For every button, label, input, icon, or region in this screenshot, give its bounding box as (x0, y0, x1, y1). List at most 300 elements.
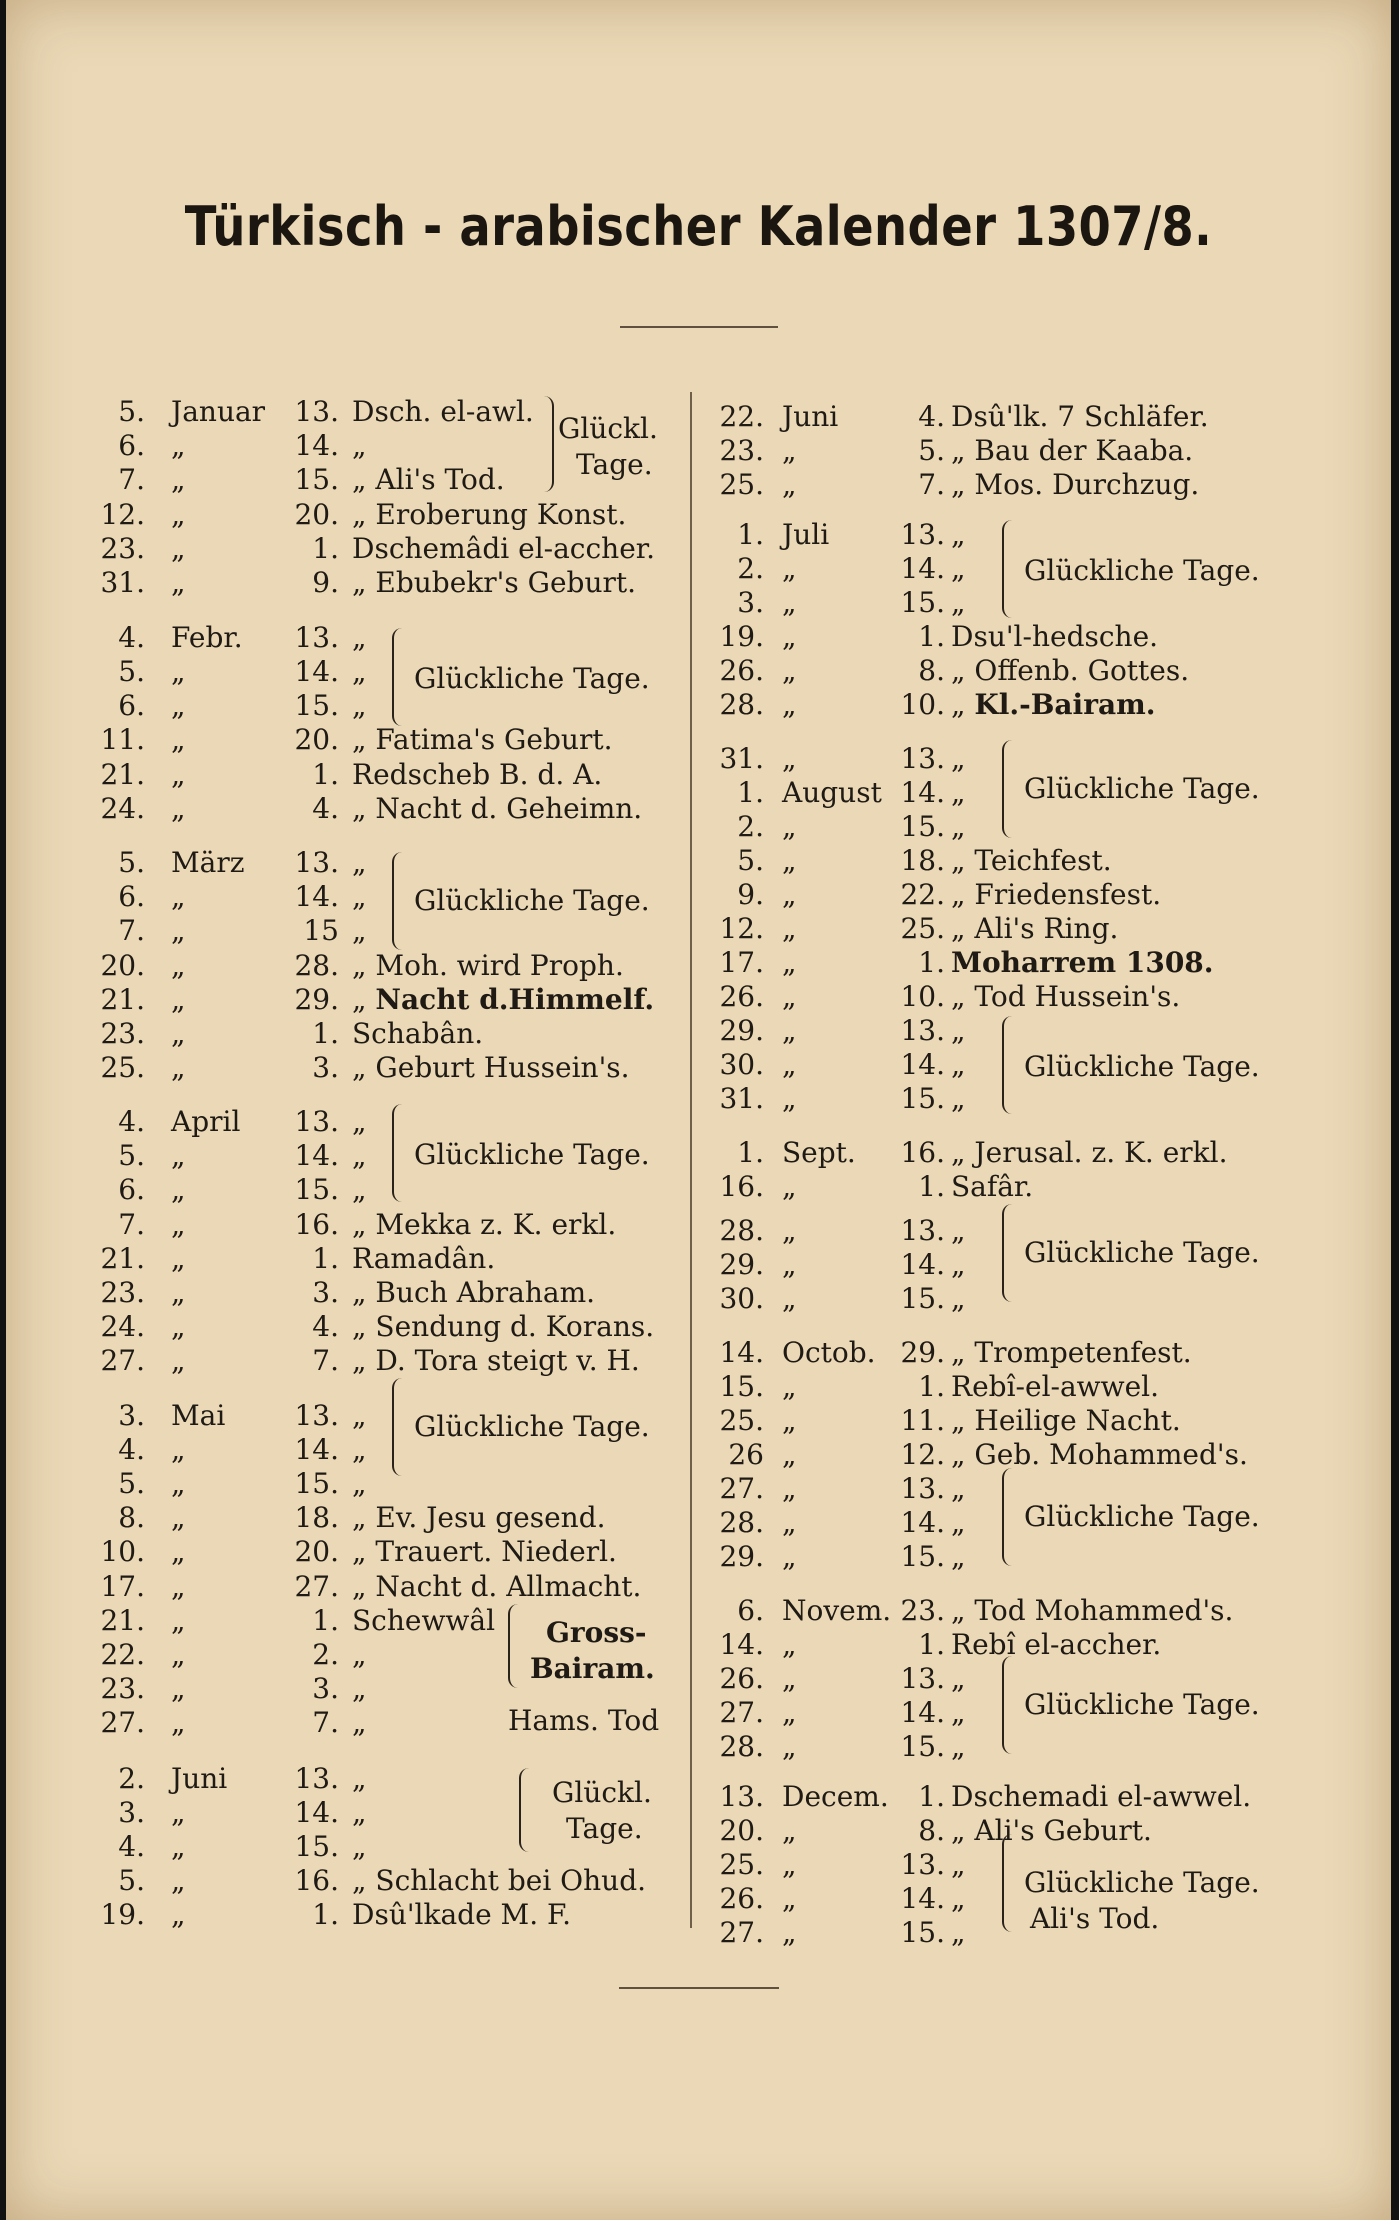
month-name: „ (782, 552, 797, 585)
hijri-day: 15 (303, 914, 339, 947)
month-name: „ (782, 1916, 797, 1949)
month-name: „ (171, 983, 186, 1016)
event-cell (951, 468, 1199, 502)
gregorian-day: 12. (100, 498, 145, 531)
gregorian-day: 28. (719, 688, 764, 721)
brace (1002, 1656, 1012, 1754)
gregorian-day: 6. (118, 689, 145, 722)
event-text: „ Tod Hussein's. (951, 980, 1181, 1013)
event-cell (951, 1540, 966, 1574)
event-text: „ (352, 1796, 367, 1829)
event-text: „ D. Tora steigt v. H. (352, 1344, 640, 1377)
gregorian-day: 27. (719, 1696, 764, 1729)
event-cell (951, 1780, 1251, 1814)
hijri-day: 15. (900, 1730, 945, 1763)
gregorian-day: 15. (719, 1370, 764, 1403)
hijri-day: 14. (900, 1696, 945, 1729)
month-name: „ (782, 810, 797, 843)
month-name: „ (782, 586, 797, 619)
event-text: Dschemâdi el-accher. (352, 532, 655, 565)
gregorian-day: 26. (719, 654, 764, 687)
event-text: Dsu'l-hedsche. (951, 620, 1159, 653)
gregorian-day: 5. (737, 844, 764, 877)
event-cell (951, 552, 966, 586)
month-name: „ (782, 654, 797, 687)
calendar-page (6, 0, 1391, 2220)
gregorian-day: 31. (100, 566, 145, 599)
event-text: „ (352, 1399, 367, 1432)
brace-label: Hams. Tod (508, 1704, 660, 1737)
event-text: „ Nacht d. Allmacht. (352, 1570, 642, 1603)
table-row (6, 620, 1391, 654)
gregorian-day: 6. (118, 429, 145, 462)
hijri-day: 14. (294, 655, 339, 688)
gregorian-day: 21. (100, 983, 145, 1016)
month-name: „ (782, 1696, 797, 1729)
month-name: „ (782, 1048, 797, 1081)
table-row (6, 434, 1391, 468)
event-text: „ Mekka z. K. erkl. (352, 1208, 617, 1241)
event-text: „ Friedensfest. (951, 878, 1162, 911)
brace-label: Glückliche Tage. (1024, 1866, 1260, 1899)
gregorian-day: 3. (118, 1796, 145, 1829)
hijri-day: 14. (900, 1048, 945, 1081)
table-row (6, 946, 1391, 980)
month-name: „ (171, 1864, 186, 1897)
gregorian-day: 2. (737, 552, 764, 585)
event-text: „ (951, 1472, 966, 1505)
event-cell (951, 1082, 966, 1116)
gregorian-day: 26 (728, 1438, 764, 1471)
event-text: „ (951, 1014, 966, 1047)
month-name: „ (171, 758, 186, 791)
month-name: „ (782, 1438, 797, 1471)
month-name: „ (782, 1730, 797, 1763)
gregorian-day: 22. (100, 1638, 145, 1671)
brace (392, 852, 402, 950)
month-name: „ (171, 1208, 186, 1241)
hijri-day: 16. (294, 1208, 339, 1241)
hijri-day: 13. (294, 846, 339, 879)
month-name: „ (171, 1501, 186, 1534)
event-text: Dschemadi el-awwel. (951, 1780, 1252, 1813)
month-name: Mai (171, 1399, 226, 1432)
table-row (6, 400, 1391, 434)
event-text: Dsch. el-awl. (352, 395, 534, 428)
brace-label: Glückl. (558, 412, 658, 445)
event-cell (951, 1014, 966, 1048)
event-text: „ Teichfest. (951, 844, 1112, 877)
month-name: „ (782, 878, 797, 911)
hijri-day: 5. (918, 434, 945, 467)
event-cell (951, 1370, 1159, 1404)
event-cell (951, 1730, 966, 1764)
hijri-day: 14. (294, 1433, 339, 1466)
event-text: „ (352, 1139, 367, 1172)
hijri-day: 10. (900, 688, 945, 721)
month-name: Febr. (171, 621, 243, 654)
brace-label: Tage. (566, 1812, 643, 1845)
hijri-day: 15. (900, 586, 945, 619)
event-text: „ (951, 1730, 966, 1763)
event-text: „ (951, 810, 966, 843)
hijri-day: 4. (918, 400, 945, 433)
brace (508, 1604, 518, 1688)
hijri-day: 2. (312, 1638, 339, 1671)
gregorian-day: 25. (719, 468, 764, 501)
event-text: „ (951, 1214, 966, 1247)
gregorian-day: 27. (719, 1916, 764, 1949)
gregorian-day: 23. (100, 532, 145, 565)
table-row (6, 912, 1391, 946)
hijri-day: 13. (294, 395, 339, 428)
brace (544, 396, 554, 492)
table-row (6, 878, 1391, 912)
event-text: „ (951, 776, 966, 809)
table-row (6, 518, 1391, 552)
event-text: Schabân. (352, 1017, 484, 1050)
event-text: „ (951, 1848, 966, 1881)
event-cell (951, 1438, 1248, 1472)
gregorian-day: 31. (719, 1082, 764, 1115)
gregorian-day: 6. (118, 1173, 145, 1206)
gregorian-day: 27. (100, 1706, 145, 1739)
hijri-day: 4. (312, 1310, 339, 1343)
event-text: „ (352, 914, 367, 947)
event-text-bold: Moharrem 1308. (951, 946, 1214, 979)
gregorian-day: 5. (118, 655, 145, 688)
month-name: „ (782, 844, 797, 877)
event-text: „ (951, 1282, 966, 1315)
gregorian-day: 29. (719, 1540, 764, 1573)
gregorian-day: 5. (118, 1467, 145, 1500)
brace (1002, 520, 1012, 618)
gregorian-day: 14. (719, 1336, 764, 1369)
event-text: „ Heilige Nacht. (951, 1404, 1181, 1437)
event-text: „ (352, 1173, 367, 1206)
month-name: „ (782, 946, 797, 979)
month-name: „ (782, 912, 797, 945)
event-cell (951, 434, 1193, 468)
month-name: „ (782, 1506, 797, 1539)
hijri-day: 13. (900, 518, 945, 551)
gregorian-day: 31. (719, 742, 764, 775)
hijri-day: 15. (294, 1467, 339, 1500)
hijri-day: 14. (294, 429, 339, 462)
event-text: „ Buch Abraham. (352, 1276, 596, 1309)
brace-label: Tage. (576, 448, 653, 481)
brace-label: Glückliche Tage. (1024, 1050, 1260, 1083)
gregorian-day: 23. (100, 1017, 145, 1050)
brace-label: Glückliche Tage. (1024, 554, 1260, 587)
hijri-day: 7. (312, 1706, 339, 1739)
gregorian-day: 1. (737, 776, 764, 809)
event-text: Rebî-el-awwel. (951, 1370, 1160, 1403)
month-name: „ (782, 1404, 797, 1437)
brace-label: Gross- (546, 1616, 647, 1649)
event-text: „ Bau der Kaaba. (951, 434, 1194, 467)
gregorian-day: 19. (719, 620, 764, 653)
gregorian-day: 24. (100, 792, 145, 825)
table-row (6, 654, 1391, 688)
event-text: „ Ali's Ring. (951, 912, 1119, 945)
event-text: Ramadân. (352, 1242, 496, 1275)
month-name: „ (782, 468, 797, 501)
hijri-day: 1. (312, 758, 339, 791)
hijri-day: 7. (312, 1344, 339, 1377)
gregorian-day: 20. (719, 1814, 764, 1847)
event-cell (951, 1214, 966, 1248)
hijri-day: 23. (900, 1594, 945, 1627)
event-text: „ (951, 1540, 966, 1573)
event-text: Dsû'lk. 7 Schläfer. (951, 400, 1209, 433)
event-cell (951, 1048, 966, 1082)
hijri-day: 15. (900, 1916, 945, 1949)
event-text: „ (352, 1830, 367, 1863)
hijri-day: 14. (900, 552, 945, 585)
hijri-day: 1. (918, 1370, 945, 1403)
hijri-day: 14. (900, 1506, 945, 1539)
hijri-day: 13. (900, 1848, 945, 1881)
hijri-day: 28. (294, 949, 339, 982)
gregorian-day: 27. (719, 1472, 764, 1505)
brace (1002, 1016, 1012, 1114)
brace (392, 1104, 402, 1202)
gregorian-day: 1. (737, 1136, 764, 1169)
event-cell (951, 810, 966, 844)
table-row (6, 742, 1391, 776)
hijri-day: 13. (900, 1662, 945, 1695)
table-row (6, 1136, 1391, 1170)
event-cell (951, 1136, 1228, 1170)
event-text: „ (951, 1916, 966, 1949)
event-text: „ (951, 1048, 966, 1081)
month-name: „ (171, 1570, 186, 1603)
event-cell (951, 1472, 966, 1506)
event-text: „ (352, 1433, 367, 1466)
hijri-day: 18. (294, 1501, 339, 1534)
month-name: Octob. (782, 1336, 876, 1369)
table-row (6, 1282, 1391, 1316)
event-cell (951, 518, 966, 552)
event-text: „ Ali's Tod. (352, 463, 505, 496)
top-rule (620, 326, 778, 328)
gregorian-day: 4. (118, 1105, 145, 1138)
brace-label: Bairam. (530, 1652, 655, 1685)
month-name: „ (171, 1139, 186, 1172)
month-name: „ (171, 1604, 186, 1637)
event-cell (951, 1916, 966, 1950)
month-name: „ (171, 1467, 186, 1500)
month-name: „ (171, 880, 186, 913)
event-text: „ (352, 655, 367, 688)
hijri-day: 8. (918, 1814, 945, 1847)
month-name: „ (171, 949, 186, 982)
month-name: „ (782, 1370, 797, 1403)
gregorian-day: 6. (737, 1594, 764, 1627)
month-name: „ (171, 1796, 186, 1829)
table-row (6, 1404, 1391, 1438)
event-text: „ (951, 586, 966, 619)
gregorian-day: 23. (100, 1276, 145, 1309)
event-text: Safâr. (951, 1170, 1034, 1203)
event-text: „ Offenb. Gottes. (951, 654, 1190, 687)
month-name: „ (782, 1170, 797, 1203)
brace-label: Glückliche Tage. (1024, 1688, 1260, 1721)
hijri-day: 15. (900, 810, 945, 843)
gregorian-day: 24. (100, 1310, 145, 1343)
gregorian-day: 28. (719, 1214, 764, 1247)
gregorian-day: 11. (100, 723, 145, 756)
gregorian-day: 9. (737, 878, 764, 911)
gregorian-day: 21. (100, 1604, 145, 1637)
brace (1002, 740, 1012, 838)
month-name: „ (782, 1214, 797, 1247)
event-text: „ Eroberung Konst. (352, 498, 627, 531)
month-name: „ (782, 1540, 797, 1573)
month-name: „ (171, 1433, 186, 1466)
month-name: Decem. (782, 1780, 889, 1813)
hijri-day: 15. (294, 1173, 339, 1206)
gregorian-day: 10. (100, 1535, 145, 1568)
event-text-bold: Nacht d.Himmelf. (375, 983, 655, 1016)
event-cell (951, 1170, 1033, 1204)
month-name: „ (171, 689, 186, 722)
table-row (6, 1628, 1391, 1662)
event-text: „ (951, 688, 975, 721)
month-name: „ (171, 914, 186, 947)
gregorian-day: 30. (719, 1048, 764, 1081)
event-text: „ Schlacht bei Ohud. (352, 1864, 647, 1897)
event-text: „ (352, 846, 367, 879)
gregorian-day: 4. (118, 1830, 145, 1863)
event-text: „ (951, 1506, 966, 1539)
hijri-day: 1. (918, 1170, 945, 1203)
event-text: „ (951, 1882, 966, 1915)
gregorian-day: 25. (719, 1404, 764, 1437)
hijri-day: 1. (918, 1628, 945, 1661)
hijri-day: 9. (312, 566, 339, 599)
month-name: „ (171, 1310, 186, 1343)
event-text-bold: Kl.-Bairam. (974, 688, 1156, 721)
brace-label: Glückliche Tage. (1024, 1500, 1260, 1533)
event-text: Schewwâl (352, 1604, 496, 1637)
hijri-day: 29. (900, 1336, 945, 1369)
month-name: Januar (171, 395, 266, 428)
month-name: „ (171, 1672, 186, 1705)
event-text: „ (951, 518, 966, 551)
month-name: „ (782, 1248, 797, 1281)
month-name: „ (171, 792, 186, 825)
hijri-day: 10. (900, 980, 945, 1013)
gregorian-day: 19. (100, 1898, 145, 1931)
gregorian-day: 14. (719, 1628, 764, 1661)
hijri-day: 13. (294, 621, 339, 654)
month-name: „ (782, 1848, 797, 1881)
gregorian-day: 3. (118, 1399, 145, 1432)
table-row (6, 468, 1391, 502)
hijri-day: 14. (900, 1882, 945, 1915)
gregorian-day: 7. (118, 463, 145, 496)
hijri-day: 18. (900, 844, 945, 877)
month-name: „ (782, 1472, 797, 1505)
hijri-day: 4. (312, 792, 339, 825)
event-text: „ (951, 1696, 966, 1729)
table-row (6, 1438, 1391, 1472)
hijri-day: 13. (900, 1214, 945, 1247)
gregorian-day: 20. (100, 949, 145, 982)
month-name: „ (782, 620, 797, 653)
month-name: „ (782, 742, 797, 775)
hijri-day: 14. (294, 880, 339, 913)
event-text: „ (951, 1248, 966, 1281)
table-row (6, 1916, 1391, 1950)
month-name: Novem. (782, 1594, 892, 1627)
hijri-day: 3. (312, 1276, 339, 1309)
event-text: „ Ebubekr's Geburt. (352, 566, 637, 599)
event-cell (951, 688, 1155, 722)
event-text: „ (352, 1706, 367, 1739)
gregorian-day: 25. (719, 1848, 764, 1881)
brace-label: Glückl. (552, 1776, 652, 1809)
event-cell (951, 400, 1209, 434)
month-name: Sept. (782, 1136, 856, 1169)
brace (392, 628, 402, 726)
event-cell (951, 1506, 966, 1540)
hijri-day: 14. (294, 1139, 339, 1172)
gregorian-day: 6. (118, 880, 145, 913)
event-text: „ (352, 689, 367, 722)
table-row (6, 980, 1391, 1014)
event-text: „ Trompetenfest. (951, 1336, 1192, 1369)
gregorian-day: 3. (737, 586, 764, 619)
hijri-day: 15. (900, 1540, 945, 1573)
hijri-day: 29. (294, 983, 339, 1016)
gregorian-day: 30. (719, 1282, 764, 1315)
brace-label: Glückliche Tage. (414, 1138, 650, 1171)
event-cell (951, 912, 1118, 946)
event-text: „ Jerusal. z. K. erkl. (951, 1136, 1228, 1169)
table-row (6, 1082, 1391, 1116)
brace (1002, 1834, 1012, 1932)
month-name: April (171, 1105, 241, 1138)
hijri-day: 15. (900, 1282, 945, 1315)
event-text: „ (352, 1672, 367, 1705)
month-name: „ (171, 1344, 186, 1377)
hijri-day: 12. (900, 1438, 945, 1471)
table-row (6, 688, 1391, 722)
gregorian-day: 13. (719, 1780, 764, 1813)
gregorian-day: 29. (719, 1014, 764, 1047)
event-text: Rebî el-accher. (951, 1628, 1162, 1661)
event-text: „ Tod Mohammed's. (951, 1594, 1234, 1627)
event-cell (951, 1814, 1152, 1848)
brace-label: Glückliche Tage. (414, 1410, 650, 1443)
gregorian-day: 26. (719, 1882, 764, 1915)
month-name: „ (171, 1276, 186, 1309)
month-name: „ (782, 1628, 797, 1661)
gregorian-day: 4. (118, 621, 145, 654)
hijri-day: 1. (312, 1604, 339, 1637)
hijri-day: 13. (900, 742, 945, 775)
event-cell (951, 586, 966, 620)
event-cell (951, 878, 1161, 912)
event-text: „ (352, 429, 367, 462)
hijri-day: 11. (900, 1404, 945, 1437)
event-text: „ (951, 742, 966, 775)
gregorian-day: 27. (100, 1344, 145, 1377)
event-text: „ (951, 1082, 966, 1115)
